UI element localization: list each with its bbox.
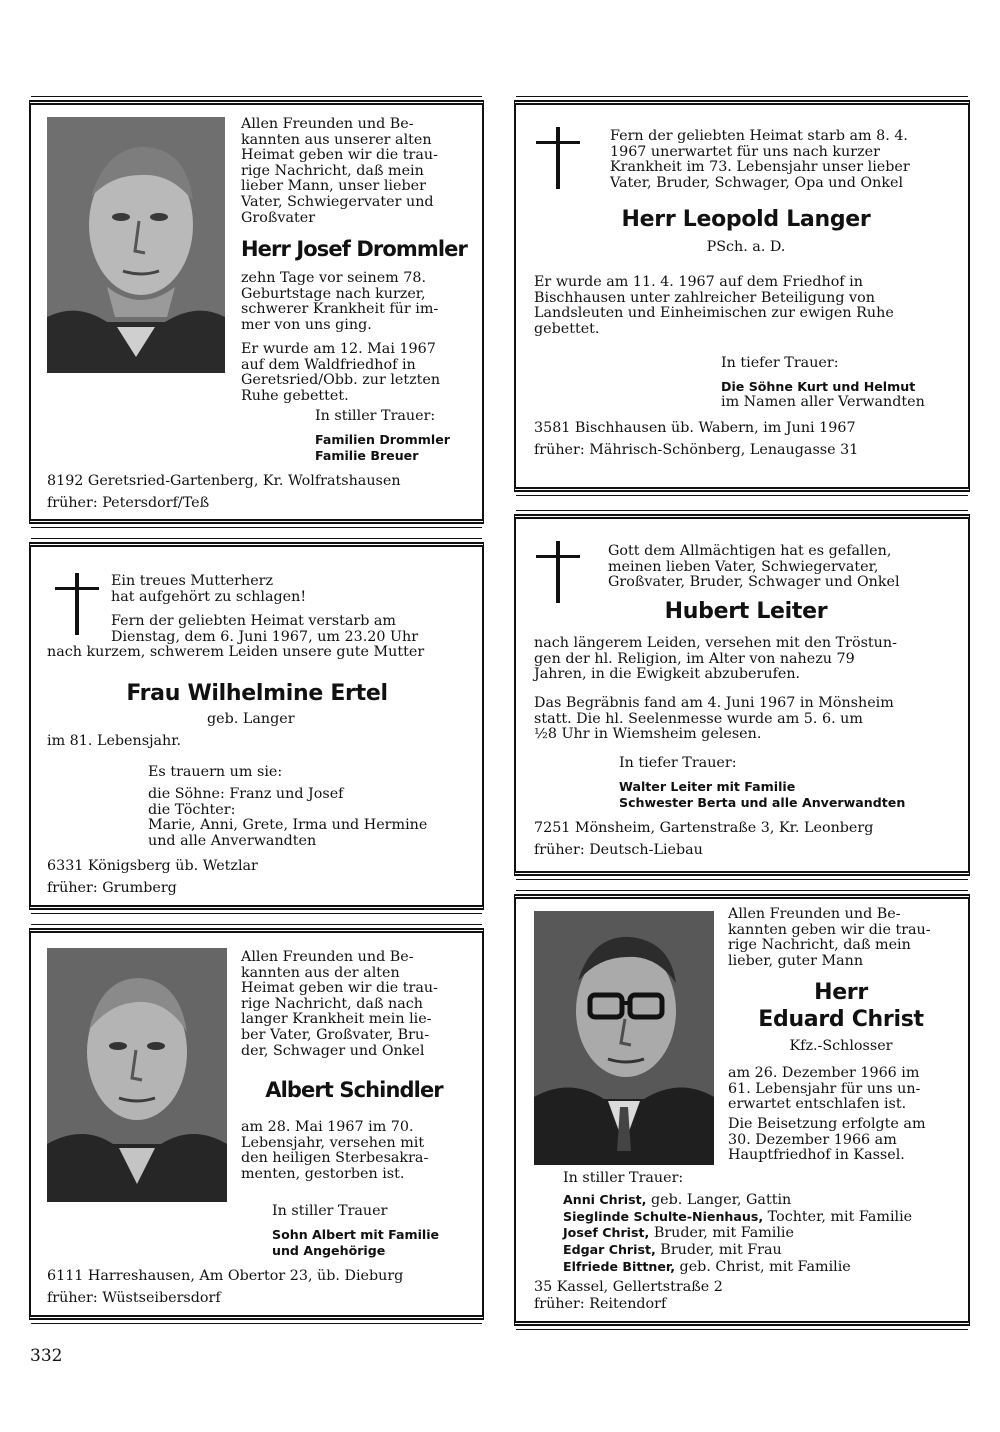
death-text: am 28. Mai 1967 im 70. Lebensjahr, versehen mit den heiligen Sterbesakra- menten, gestorben ist. (241, 1119, 429, 1182)
mourner-row: Josef Christ, Bruder, mit Familie (563, 1225, 794, 1242)
mourner-row: Anni Christ, geb. Langer, Gattin (563, 1192, 792, 1208)
mourner-2: Familie Breuer (315, 448, 419, 463)
intro-text: Allen Freunden und Be- kannten aus unserer alten Heimat geben wir die trau- rige Nachricht, daß mein lieber Mann, unser lieber Vater, Schwiegervater und Großvater (241, 116, 438, 226)
mourning-label: In tiefer Trauer: (721, 355, 839, 371)
mourner-1: Sohn Albert mit Familie (272, 1227, 440, 1242)
address: 3581 Bischhausen üb. Wabern, im Juni 1967 (534, 420, 856, 436)
address: 7251 Mönsheim, Gartenstraße 3, Kr. Leonberg (534, 820, 874, 836)
intro-text: Gott dem Allmächtigen hat es gefallen, meinen lieben Vater, Schwiegervater, Großvater, Bruder, Schwager und Onkel (608, 543, 900, 591)
occupation: Kfz.-Schlosser (789, 1038, 893, 1054)
deceased-name-line-1: Herr (814, 980, 868, 1005)
mourner-row: Edgar Christ, Bruder, mit Frau (563, 1242, 782, 1259)
mourning-label: In tiefer Trauer: (619, 755, 737, 771)
deceased-name: Hubert Leiter (664, 599, 828, 624)
former-residence: früher: Wüstseibersdorf (47, 1290, 221, 1306)
burial-text: Das Begräbnis fand am 4. Juni 1967 in Mönsheim statt. Die hl. Seelenmesse wurde am 5. 6. um ½8 Uhr in Wiemsheim gelesen. (534, 695, 894, 743)
address: 6111 Harreshausen, Am Obertor 23, üb. Dieburg (47, 1268, 404, 1284)
burial-text: Die Beisetzung erfolgte am 30. Dezember 1966 am Hauptfriedhof in Kassel. (728, 1116, 926, 1164)
mourner-1: Die Söhne Kurt und Helmut (721, 379, 916, 394)
deceased-name: Albert Schindler (265, 1078, 443, 1102)
notice-josef-drommler (29, 100, 484, 524)
mourner-row: Sieglinde Schulte-Nienhaus, Tochter, mit Familie (563, 1208, 913, 1225)
notice-wilhelmine-ertel (29, 542, 484, 910)
notice-albert-schindler (29, 928, 484, 1320)
deceased-name-line-2: Eduard Christ (758, 1007, 924, 1032)
cross-icon (536, 541, 580, 603)
former-residence: früher: Grumberg (47, 880, 177, 896)
intro-text: Ein treues Mutterherz hat aufgehört zu schlagen! (111, 573, 307, 605)
intro-text: Fern der geliebten Heimat starb am 8. 4. 1967 unerwartet für uns nach kurzer Krankheit im 73. Lebensjahr unser lieber Vater, Bruder, Schwager, Opa und Onkel (610, 128, 910, 191)
mourning-label: In stiller Trauer (272, 1203, 388, 1219)
former-residence: früher: Reitendorf (534, 1296, 667, 1312)
cross-icon (536, 127, 580, 189)
notice-eduard-christ (514, 894, 970, 1326)
address: 35 Kassel, Gellertstraße 2 (534, 1279, 723, 1295)
age: im 81. Lebensjahr. (47, 733, 182, 749)
mourner-1: Familien Drommler (315, 432, 450, 447)
mourning-label: In stiller Trauer: (315, 408, 436, 424)
deceased-name: Herr Leopold Langer (621, 207, 871, 232)
mourner-row: Elfriede Bittner, geb. Christ, mit Familie (563, 1258, 851, 1275)
former-residence: früher: Mährisch-Schönberg, Lenaugasse 31 (534, 442, 859, 458)
death-text: nach längerem Leiden, versehen mit den Tröstun- gen der hl. Religion, im Alter von nahezu 79 Jahren, in die Ewigkeit abzuberufen. (534, 635, 897, 683)
mourner-2: Schwester Berta und alle Anverwandten (619, 795, 906, 810)
mourners-suffix: im Namen aller Verwandten (721, 394, 925, 410)
death-text: Fern der geliebten Heimat verstarb am Dienstag, dem 6. Juni 1967, um 23.20 Uhr nach kurzem, schwerem Leiden unsere gute Mutter (47, 613, 425, 661)
portrait-photo-eduard-christ (534, 911, 714, 1165)
mourner-1: Walter Leiter mit Familie (619, 779, 796, 794)
deceased-name: Frau Wilhelmine Ertel (126, 681, 388, 706)
deceased-title: PSch. a. D. (706, 239, 786, 255)
mourner-2: und Angehörige (272, 1243, 386, 1258)
portrait-photo-josef-drommler (47, 117, 225, 373)
burial-text: Er wurde am 11. 4. 1967 auf dem Friedhof in Bischhausen unter zahlreicher Beteiligung von Landsleuten und Einheimischen zur ewigen Ruhe gebettet. (534, 274, 894, 337)
address: 8192 Geretsried-Gartenberg, Kr. Wolfratshausen (47, 473, 401, 489)
notice-hubert-leiter (514, 514, 970, 876)
address: 6331 Königsberg üb. Wetzlar (47, 858, 258, 874)
portrait-photo-albert-schindler (47, 948, 227, 1202)
mourning-label: In stiller Trauer: (563, 1170, 684, 1186)
maiden-name: geb. Langer (207, 711, 295, 727)
death-text: zehn Tage vor seinem 78. Geburtstage nach kurzer, schwerer Krankheit für im- mer von uns ging. (241, 270, 439, 333)
former-residence: früher: Petersdorf/Teß (47, 495, 210, 511)
death-text: am 26. Dezember 1966 im 61. Lebensjahr für uns un- erwartet entschlafen ist. (728, 1065, 921, 1113)
notice-leopold-langer (514, 100, 970, 492)
mourning-label: Es trauern um sie: (148, 764, 283, 780)
mourners-list: die Söhne: Franz und Josef die Töchter: Marie, Anni, Grete, Irma und Hermine und alle Anverwandten (148, 786, 428, 849)
former-residence: früher: Deutsch-Liebau (534, 842, 703, 858)
page-number: 332 (30, 1346, 63, 1366)
intro-text: Allen Freunden und Be- kannten aus der alten Heimat geben wir die trau- rige Nachricht, daß nach langer Krankheit mein lie- ber Vater, Großvater, Bru- der, Schwager und Onkel (241, 949, 438, 1059)
deceased-name: Herr Josef Drommler (241, 237, 467, 261)
intro-text: Allen Freunden und Be- kannten geben wir die trau- rige Nachricht, daß mein lieber, guter Mann (728, 906, 931, 969)
mourners-list (563, 1192, 912, 1276)
burial-text: Er wurde am 12. Mai 1967 auf dem Waldfriedhof in Geretsried/Obb. zur letzten Ruhe gebettet. (241, 341, 441, 404)
